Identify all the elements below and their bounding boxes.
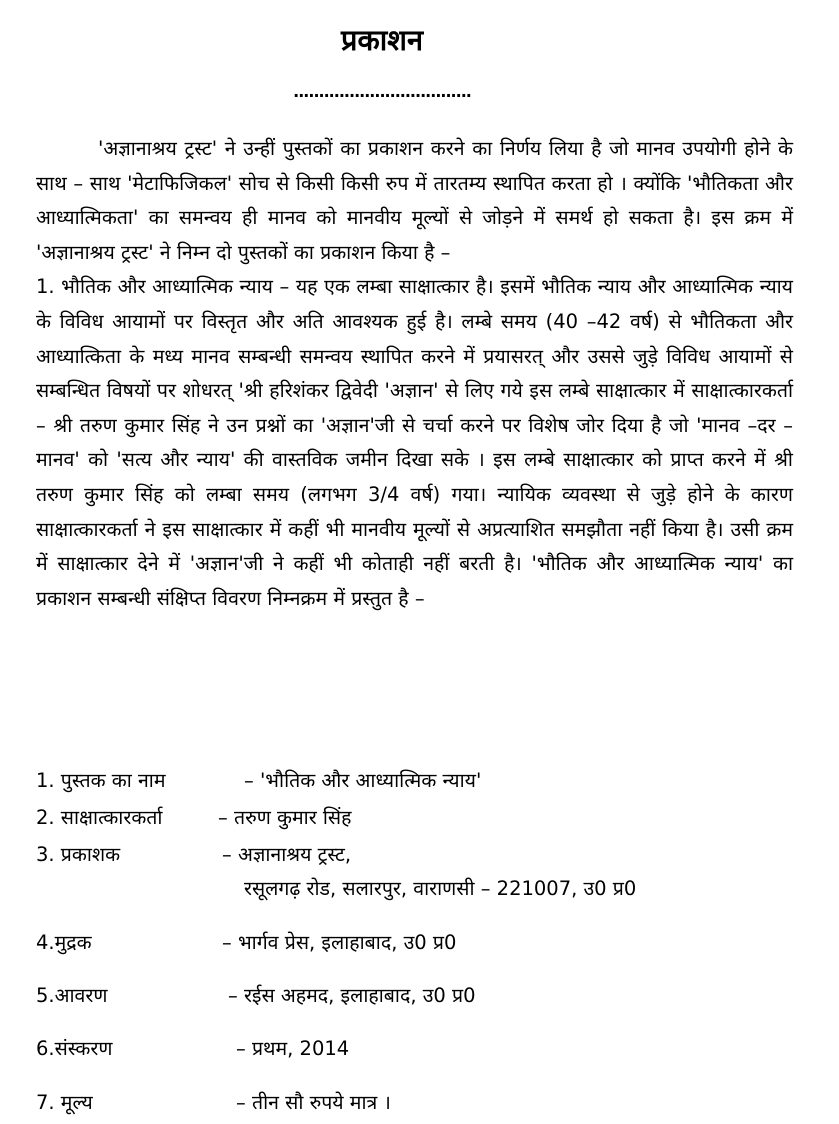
- detail-value: – रईस अहमद, इलाहाबाद, उ0 प्र0: [228, 984, 476, 1007]
- detail-label: 5.आवरण: [36, 984, 108, 1007]
- page-title: प्रकाशन: [340, 23, 424, 57]
- detail-label: 3. प्रकाशक: [36, 843, 121, 866]
- detail-label: 1. पुस्तक का नाम: [36, 769, 166, 792]
- book-description-paragraph: 1. भौतिक और आध्यात्मिक न्याय – यह एक लम्बा साक्षात्कार है। इसमें भौतिक न्याय और आध्यात्मिक न्याय के विविध आयामों पर विस्तृत और अति आवश्यक हुई है। लम्बे समय (40 –42 वर्ष) से भौतिकता और आध्यात्किता के मध्य मानव सम्बन्धी समन्वय स्थापित करने में प्रयासरत् और उससे जुड़े विविध आयामों से सम्बन्धित विषयों पर शोधरत् 'श्री हरिशंकर द्विवेदी 'अज्ञान' से लिए गये इस लम्बे साक्षात्कार में साक्षात्कारकर्ता – श्री तरुण कुमार सिंह ने उन प्रश्नों का 'अज्ञान'जी से चर्चा करने पर विशेष जोर दिया है जो 'मानव –दर – मानव' को 'सत्य और न्याय' की वास्तविक जमीन दिखा सके । इस लम्बे साक्षात्कार को प्राप्त करने में श्री तरुण कुमार सिंह को लम्बा समय (लगभग 3/4 वर्ष) गया। न्यायिक व्यवस्था से जुड़े होने के कारण साक्षात्कारकर्ता ने इस साक्षात्कार में कहीं भी मानवीय मूल्यों से अप्रत्याशित समझौता नहीं किया है। उसी क्रम में साक्षात्कार देने में 'अज्ञान'जी ने कहीं भी कोताही नहीं बरती है। 'भौतिक और आध्यात्मिक न्याय' का प्रकाशन सम्बन्धी संक्षिप्त विवरण निम्नक्रम में प्रस्तुत है –: [36, 275, 793, 610]
- title-separator: ...................................: [293, 82, 471, 101]
- detail-label: 7. मूल्य: [36, 1091, 93, 1114]
- body-text: [36, 132, 793, 616]
- detail-value: रसूलगढ़ रोड, सलारपुर, वाराणसी – 221007, उ0 प्र0: [244, 877, 637, 900]
- detail-value: – भार्गव प्रेस, इलाहाबाद, उ0 प्र0: [222, 931, 457, 954]
- detail-value: – 'भौतिक और आध्यात्मिक न्याय': [244, 769, 482, 792]
- intro-paragraph: 'अज्ञानाश्रय ट्रस्ट' ने उन्हीं पुस्तकों का प्रकाशन करने का निर्णय लिया है जो मानव उपयोगी होने के साथ – साथ 'मेटाफिजिकल' सोच से किसी किसी रुप में तारतम्य स्थापित करता हो । क्योंकि 'भौतिकता और आध्यात्मिकता' का समन्वय ही मानव को मानवीय मूल्यों से जोड़ने में समर्थ हो सकता है। इस क्रम में 'अज्ञानाश्रय ट्रस्ट' ने निम्न दो पुस्तकों का प्रकाशन किया है –: [36, 137, 793, 264]
- detail-label: 2. साक्षात्कारकर्ता: [36, 806, 163, 829]
- detail-value: – प्रथम, 2014: [236, 1037, 350, 1060]
- detail-label: 6.संस्करण: [36, 1037, 113, 1060]
- detail-value: – तरुण कुमार सिंह: [218, 806, 352, 829]
- detail-value: – अज्ञानाश्रय ट्रस्ट,: [222, 843, 352, 866]
- detail-label: 4.मुद्रक: [36, 931, 92, 954]
- detail-value: – तीन सौ रुपये मात्र ।: [236, 1091, 391, 1114]
